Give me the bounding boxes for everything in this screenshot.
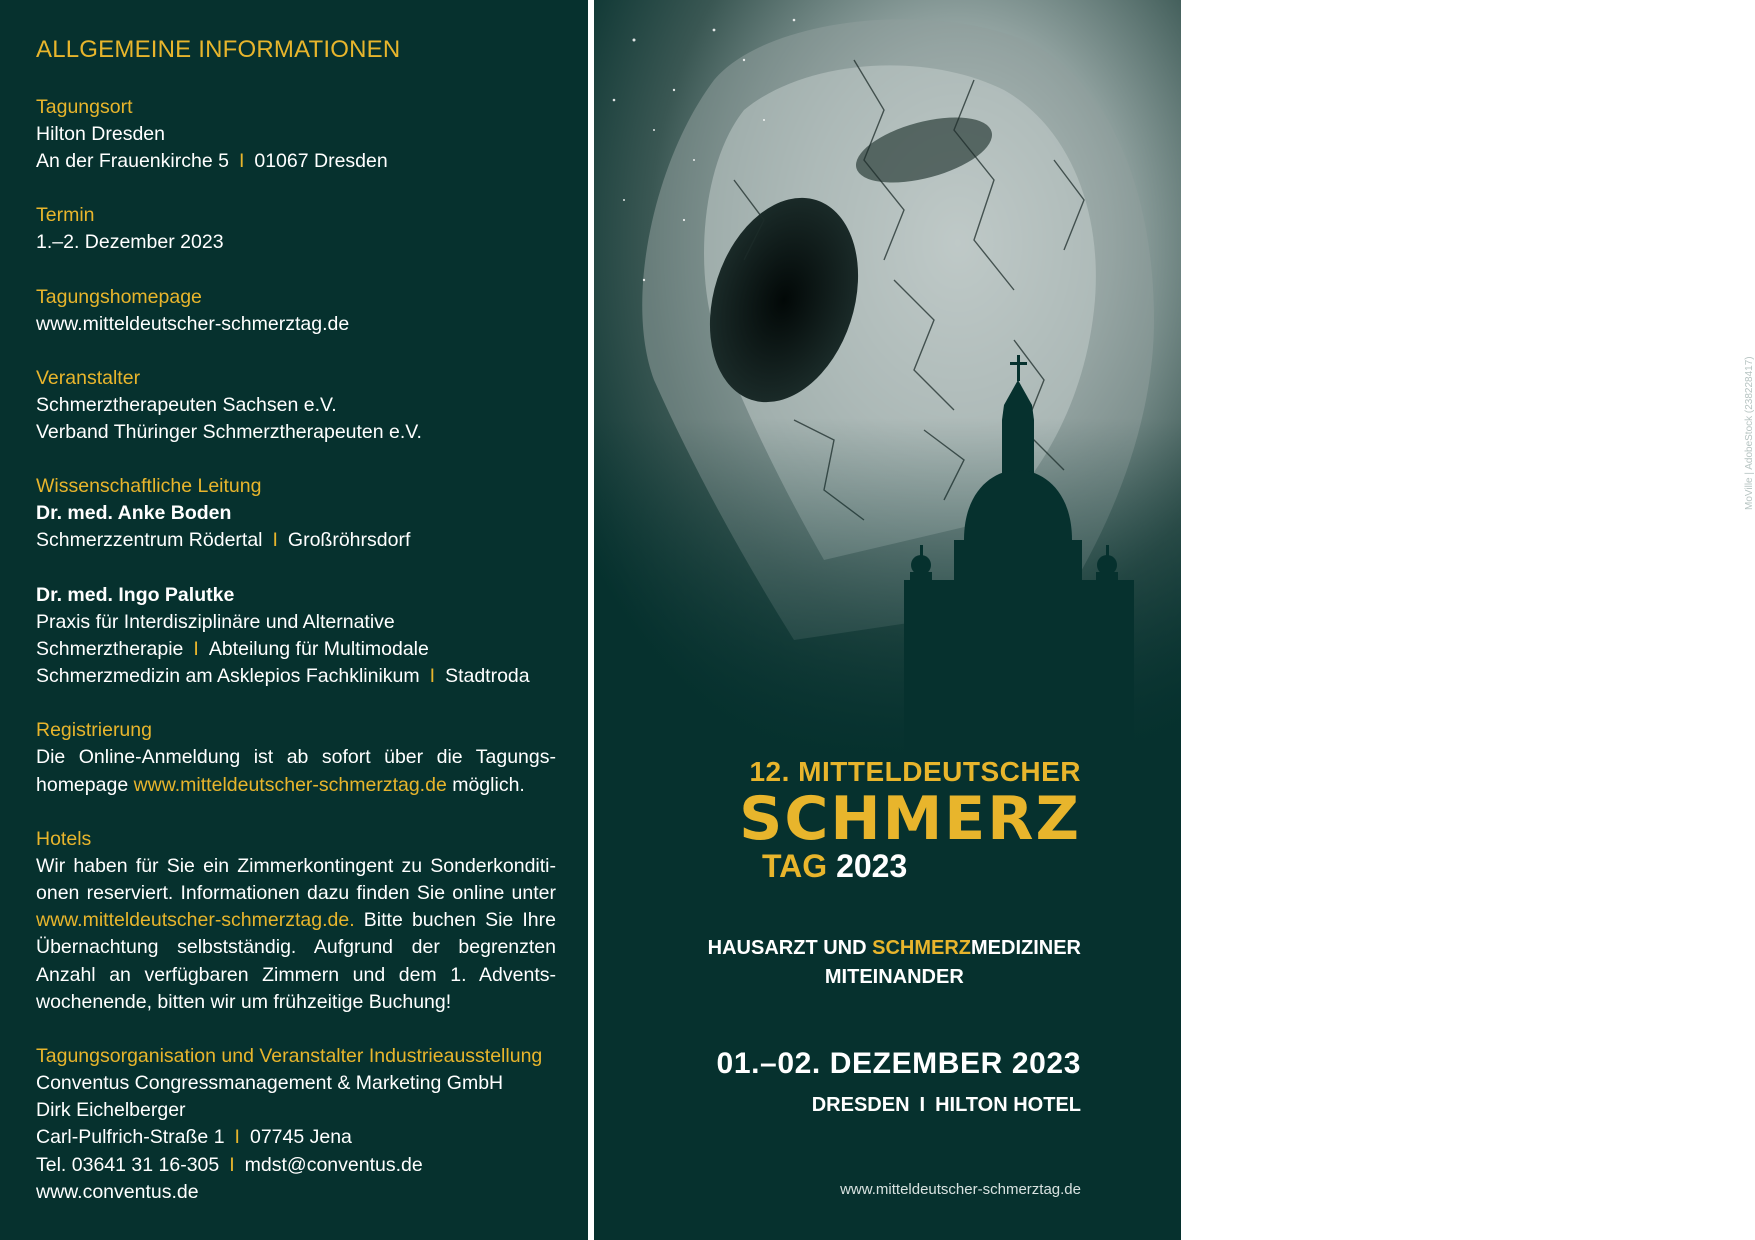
organization-web[interactable]: www.conventus.de	[36, 1180, 199, 1203]
person-1-name: Dr. med. Anke Boden	[36, 502, 232, 525]
hotels-text-1: Wir haben für Sie ein Zimmerkontingent zu Sonderkonditi-onen reserviert. Informationen dazu finden Sie online unter	[36, 854, 556, 905]
registration-text-1: Die Online-Anmeldung ist ab sofort über die Tagungs-homepage	[36, 746, 556, 796]
venue-name: Hilton Dresden	[36, 123, 165, 145]
cover-url-link[interactable]: www.mitteldeutscher-schmerztag.de	[840, 1181, 1081, 1198]
registration-section	[36, 717, 556, 798]
organization-company: Conventus Congressmanagement & Marketing GmbH	[36, 1072, 504, 1095]
hotels-text-2: Bitte buchen Sie Ihre Übernachtung selbstständig. Aufgrund der begrenzten Anzahl an verfügbaren Zimmern und dem 1. Advents-wochenende, bitten wir um frühzeitige Buchung!	[36, 909, 556, 1013]
organization-label: Tagungsorganisation und Veranstalter Industrieausstellung	[36, 1045, 543, 1068]
venue-label: Tagungsort	[36, 96, 133, 118]
person-2-name: Dr. med. Ingo Palutke	[36, 583, 235, 606]
person-2-line-2	[36, 636, 556, 663]
hotels-label: Hotels	[36, 827, 92, 850]
leadership-label: Wissenschaftliche Leitung	[36, 475, 262, 498]
date-label: Termin	[36, 204, 95, 227]
organization-address	[36, 1124, 556, 1151]
person-1-institution: Schmerzzentrum Rödertal	[36, 529, 263, 552]
event-title	[739, 756, 1081, 854]
venue-street: An der Frauenkirche 5	[36, 150, 229, 173]
registration-link[interactable]: www.mitteldeutscher-schmerztag.de	[133, 773, 447, 796]
photo-credit: MoVille | AdobeStock (238228417)	[1744, 356, 1755, 510]
date-value: 1.–2. Dezember 2023	[36, 231, 224, 254]
motto-line-2: MITEINANDER	[824, 966, 964, 988]
organizer-section	[36, 365, 556, 446]
event-tag-year	[762, 848, 907, 885]
organization-section	[36, 1043, 556, 1206]
venue-address	[36, 148, 556, 175]
leadership-section	[36, 473, 556, 690]
info-content	[36, 36, 556, 1233]
venue-section	[36, 94, 556, 175]
person-2-line-2a: Schmerztherapie	[36, 638, 184, 661]
person-2-line-2b: Abteilung für Multimodale	[208, 638, 429, 661]
event-title-big: SCHMERZ	[739, 784, 1081, 854]
info-panel	[0, 0, 588, 1240]
person-2-line-1: Praxis für Interdisziplinäre und Alternative	[36, 610, 395, 633]
venue-hotel-cover: HILTON HOTEL	[935, 1094, 1081, 1116]
date-section	[36, 202, 556, 256]
person-2-line-3b: Stadtroda	[445, 665, 530, 688]
event-tag: TAG	[762, 848, 828, 884]
event-date: 01.–02. DEZEMBER 2023	[716, 1047, 1081, 1080]
person-1-place: Großröhrsdorf	[287, 529, 411, 552]
info-title: ALLGEMEINE INFORMATIONEN	[36, 36, 401, 63]
separator: I	[919, 1094, 926, 1116]
separator: I	[238, 150, 245, 173]
registration-text	[36, 744, 556, 798]
event-title-line-1: 12. MITTELDEUTSCHER	[749, 756, 1081, 787]
motto-part-c: MEDIZINER	[971, 937, 1081, 959]
organizer-label: Veranstalter	[36, 366, 141, 389]
person-1-affiliation	[36, 527, 556, 554]
separator: I	[272, 529, 278, 552]
homepage-section	[36, 284, 556, 338]
separator: I	[234, 1126, 240, 1149]
registration-label: Registrierung	[36, 719, 152, 742]
motto-line-1	[708, 934, 1081, 963]
hotels-section	[36, 826, 556, 1016]
motto-part-a: HAUSARZT UND	[707, 937, 873, 959]
person-2-line-3a: Schmerzmedizin am Asklepios Fachklinikum	[36, 665, 420, 688]
hotels-text	[36, 853, 556, 1016]
organizer-line-1: Schmerztherapeuten Sachsen e.V.	[36, 393, 337, 416]
person-2-line-3	[36, 663, 556, 690]
motto-part-b: SCHMERZ	[872, 937, 971, 959]
homepage-link[interactable]: www.mitteldeutscher-schmerztag.de	[36, 312, 350, 335]
registration-text-2: möglich.	[452, 773, 525, 796]
organization-person: Dirk Eichelberger	[36, 1099, 186, 1122]
organization-contact	[36, 1152, 556, 1179]
organizer-line-2: Verband Thüringer Schmerztherapeuten e.V.	[36, 421, 422, 444]
separator: I	[193, 638, 199, 661]
organization-email[interactable]: mdst@conventus.de	[244, 1153, 423, 1176]
venue-city-cover: DRESDEN	[811, 1094, 910, 1116]
separator: I	[229, 1153, 235, 1176]
hotels-link[interactable]: www.mitteldeutscher-schmerztag.de.	[36, 909, 355, 932]
venue-city: 01067 Dresden	[254, 150, 388, 173]
event-motto	[708, 934, 1081, 992]
event-venue	[812, 1094, 1081, 1117]
separator: I	[429, 665, 436, 688]
homepage-label: Tagungshomepage	[36, 285, 202, 308]
organization-phone: Tel. 03641 31 16-305	[36, 1153, 220, 1176]
event-year: 2023	[836, 848, 908, 884]
organization-city: 07745 Jena	[249, 1126, 352, 1149]
organization-street: Carl-Pulfrich-Straße 1	[36, 1126, 225, 1149]
screaming-face-image	[594, 0, 1181, 760]
